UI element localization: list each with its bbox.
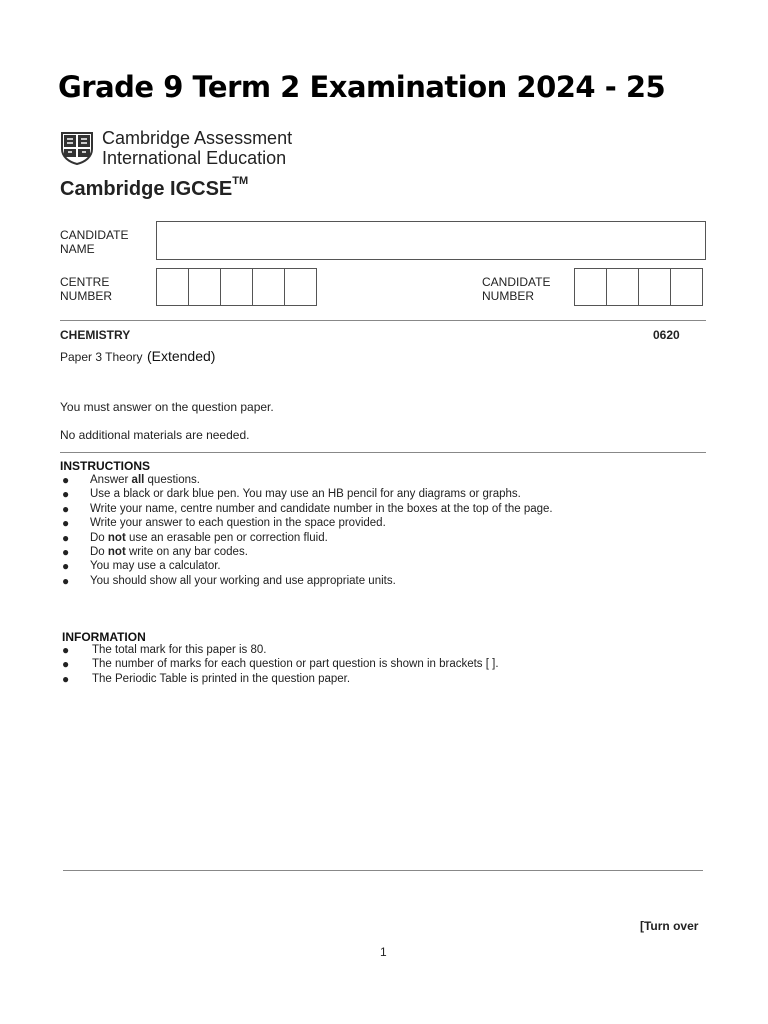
candidate-number-digit-2[interactable] (606, 268, 639, 306)
note-no-materials: No additional materials are needed. (60, 428, 250, 442)
instruction-text-post: use an erasable pen or correction fluid. (125, 531, 328, 544)
centre-number-digit-2[interactable] (188, 268, 221, 306)
centre-number-field[interactable] (156, 268, 317, 306)
subject-name: CHEMISTRY (60, 328, 131, 342)
divider-top (60, 320, 706, 321)
note-answer-on-paper: You must answer on the question paper. (60, 400, 274, 414)
organization-logo (60, 128, 292, 168)
instruction-text-post: questions. (144, 474, 200, 486)
instruction-item (62, 545, 682, 559)
candidate-number-digit-4[interactable] (670, 268, 703, 306)
information-text: The total mark for this paper is 80. (92, 644, 267, 656)
instruction-item (62, 559, 682, 573)
instruction-text (90, 531, 328, 545)
centre-number-digit-5[interactable] (284, 268, 317, 306)
product-title (60, 175, 249, 201)
bullet-icon: ● (62, 671, 70, 686)
instruction-item (62, 487, 682, 501)
paper-title (60, 348, 215, 366)
product-name: Cambridge IGCSE (60, 178, 233, 200)
bullet-icon: ● (62, 657, 70, 672)
instruction-text (90, 545, 248, 559)
trademark-mark: TM (232, 175, 249, 188)
centre-number-digit-4[interactable] (252, 268, 285, 306)
instruction-text (90, 487, 521, 501)
information-item (62, 672, 682, 686)
instruction-item (62, 502, 682, 516)
information-text: The number of marks for each question or part question is shown in brackets [ ]. (92, 658, 499, 671)
instruction-text-post: write on any bar codes. (125, 545, 248, 558)
centre-number-digit-1[interactable] (156, 268, 189, 306)
paper-variant: (Extended) (146, 348, 216, 364)
instruction-text-pre: Answer (90, 474, 132, 486)
instructions-list (62, 473, 682, 588)
bullet-icon: ● (62, 530, 70, 545)
subject-code: 0620 (653, 328, 680, 342)
turn-over-label: [Turn over (640, 919, 699, 933)
centre-number-label: CENTRE NUMBER (60, 275, 113, 303)
instruction-text (90, 502, 553, 516)
instruction-text (90, 473, 200, 487)
candidate-name-field[interactable] (156, 221, 706, 260)
information-item (62, 643, 682, 657)
instruction-item (62, 516, 682, 530)
instruction-item (62, 473, 682, 487)
instruction-text-emph: not (107, 531, 126, 544)
cambridge-shield-icon (60, 131, 94, 165)
instruction-text (90, 516, 386, 530)
instruction-text-pre: Write your name, centre number and candidate number in the boxes at the top of the page. (90, 502, 553, 515)
bullet-icon: ● (62, 487, 70, 502)
candidate-name-label: CANDIDATE NAME (60, 228, 129, 256)
organization-name-line2: International Education (102, 148, 287, 168)
instructions-heading: INSTRUCTIONS (60, 459, 150, 473)
paper-name: Paper 3 Theory (60, 350, 143, 364)
candidate-number-label: CANDIDATE NUMBER (482, 275, 551, 303)
divider-bottom (63, 870, 703, 871)
information-heading: INFORMATION (62, 630, 146, 644)
candidate-number-field[interactable] (574, 268, 703, 306)
instruction-text-pre: You may use a calculator. (90, 560, 221, 573)
bullet-icon: ● (62, 544, 70, 559)
bullet-icon: ● (62, 501, 70, 516)
information-item (62, 657, 682, 671)
bullet-icon: ● (62, 473, 70, 487)
instruction-text-pre: Use a black or dark blue pen. You may use an HB pencil for any diagrams or graphs. (90, 488, 521, 501)
information-list (62, 643, 682, 686)
information-text: The Periodic Table is printed in the question paper. (92, 672, 351, 685)
centre-number-digit-3[interactable] (220, 268, 253, 306)
instruction-text-pre: Write your answer to each question in the space provided. (90, 517, 386, 530)
bullet-icon: ● (62, 559, 70, 574)
instruction-item (62, 574, 682, 588)
candidate-number-digit-3[interactable] (638, 268, 671, 306)
instruction-item (62, 531, 682, 545)
exam-title: Grade 9 Term 2 Examination 2024 - 25 (58, 70, 666, 104)
instruction-text-pre: Do (90, 531, 108, 544)
instruction-text-pre: You should show all your working and use appropriate units. (90, 574, 396, 587)
instruction-text (90, 559, 221, 573)
bullet-icon: ● (62, 516, 70, 531)
instruction-text-pre: Do (90, 545, 108, 558)
divider-middle (60, 452, 706, 453)
bullet-icon: ● (62, 573, 70, 588)
page-number: 1 (380, 945, 387, 959)
organization-name-line1: Cambridge Assessment (102, 128, 293, 148)
candidate-number-digit-1[interactable] (574, 268, 607, 306)
instruction-text-emph: not (107, 545, 126, 558)
instruction-text (90, 574, 396, 588)
instruction-text-emph: all (131, 474, 145, 486)
bullet-icon: ● (62, 643, 70, 657)
